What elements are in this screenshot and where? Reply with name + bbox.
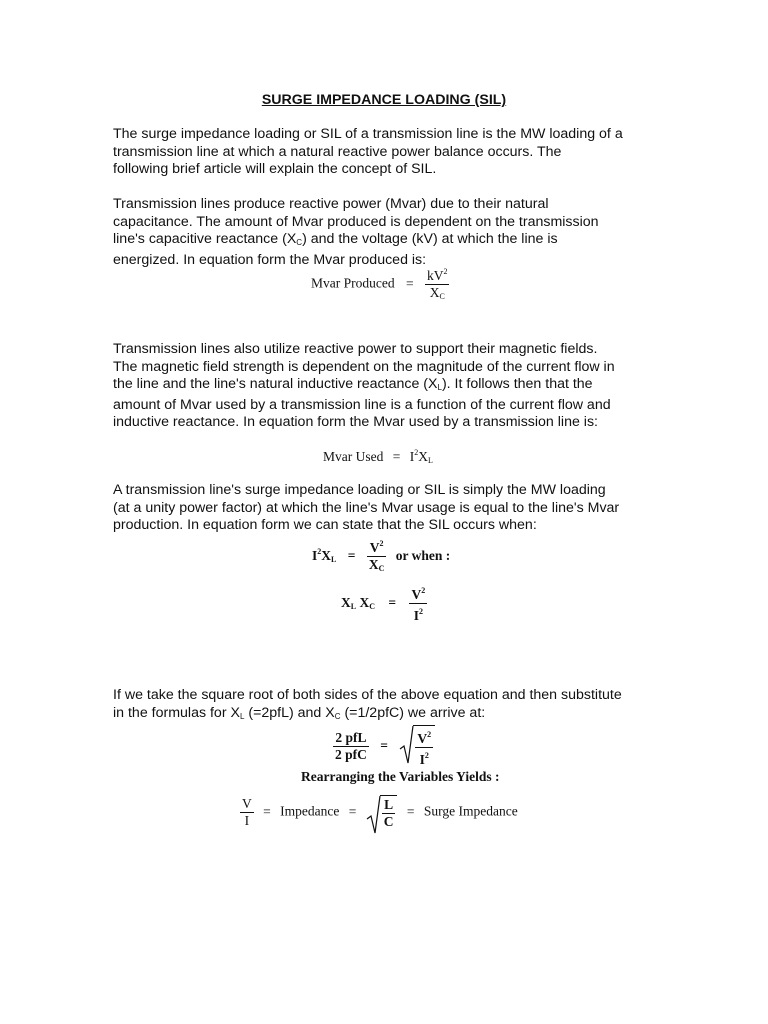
- text-line: The magnetic field strength is dependent on the magnitude of the current flow in: [113, 358, 615, 375]
- fraction: $\frac{V^2}{X_C}$: [367, 536, 387, 577]
- text-line: Transmission lines also utilize reactive power to support their magnetic fields.: [113, 341, 598, 357]
- paragraph-intro: [113, 126, 658, 179]
- square-root-icon: $\frac{L}{C}$: [366, 795, 398, 830]
- square-root-icon: $\frac{V^2}{I^2}$: [399, 725, 435, 768]
- equation-square-root: $\frac{\text{2 pfL}}{\text{2 pfC}}$ = $\frac{V^2}{I^2}$: [333, 725, 435, 768]
- text-line: line's capacitive reactance $(X_C)$ and the voltage (kV) at which the line is: [113, 231, 558, 247]
- rearranging-heading: Rearranging the Variables Yields :: [301, 769, 500, 784]
- fraction: $\frac{V}{I}$: [242, 796, 252, 828]
- text-line: in the formulas for $X_L$ (=2pfL) and $X_C$ (=1/2pfC) we arrive at:: [113, 704, 486, 721]
- fraction: $\frac{kV^2}{X_C}$: [425, 264, 450, 305]
- equation-label: Mvar Produced: [311, 275, 395, 291]
- paragraph-mvar-produced: [113, 196, 658, 269]
- page-title: SURGE IMPEDANCE LOADING (SIL): [261, 92, 507, 108]
- text-line: (at a unity power factor) at which the line's Mvar usage is equal to the line's Mvar: [113, 499, 620, 516]
- paragraph-sil-definition: [113, 482, 658, 535]
- text-line: production. In equation form we can state that the SIL occurs when:: [113, 517, 537, 533]
- equation-label: Mvar Used: [323, 449, 384, 464]
- text-line: Transmission lines produce reactive power (Mvar) due to their natural: [113, 196, 549, 212]
- paragraph-mvar-used: [113, 341, 658, 432]
- fraction: $\frac{V^2}{I^2}$: [411, 586, 426, 623]
- fraction: $\frac{\text{2 pfL}}{\text{2 pfC}}$: [335, 730, 367, 762]
- text-line: energized. In equation form the Mvar produced is:: [113, 251, 427, 268]
- equation-surge-impedance: $\frac{V}{I}$ = Impedance = $\frac{L}{C}$ = Surge Impedance: [240, 795, 518, 830]
- equation-mvar-used: Mvar Used = $I^2X_L$: [323, 448, 433, 465]
- equation-sil-condition: $I^2X_L$ = $\frac{V^2}{X_C}$ or when :: [312, 536, 450, 577]
- text-line: amount of Mvar used by a transmission line is a function of the current flow and: [113, 396, 611, 413]
- text-line: capacitance. The amount of Mvar produced is dependent on the transmission: [113, 213, 599, 230]
- text-line: the line and the line's natural inductive reactance $(X_L)$. It follows then that the: [113, 376, 593, 392]
- equation-mvar-produced: Mvar Produced = $\frac{kV^2}{X_C}$: [311, 264, 449, 305]
- paragraph-square-root: [113, 687, 658, 725]
- text-line: A transmission line's surge impedance loading or SIL is simply the MW loading: [113, 482, 606, 498]
- text-line: inductive reactance. In equation form the Mvar used by a transmission line is:: [113, 414, 598, 430]
- text-line: following brief article will explain the concept of SIL.: [113, 161, 437, 177]
- text-line: transmission line at which a natural reactive power balance occurs. The: [113, 143, 562, 160]
- text-line: The surge impedance loading or SIL of a transmission line is the MW loading of a: [113, 126, 623, 142]
- equation-reactance-product: $X_L$ $X_C$ = $\frac{V^2}{I^2}$: [341, 583, 427, 624]
- text-line: If we take the square root of both sides of the above equation and then substitute: [113, 687, 622, 703]
